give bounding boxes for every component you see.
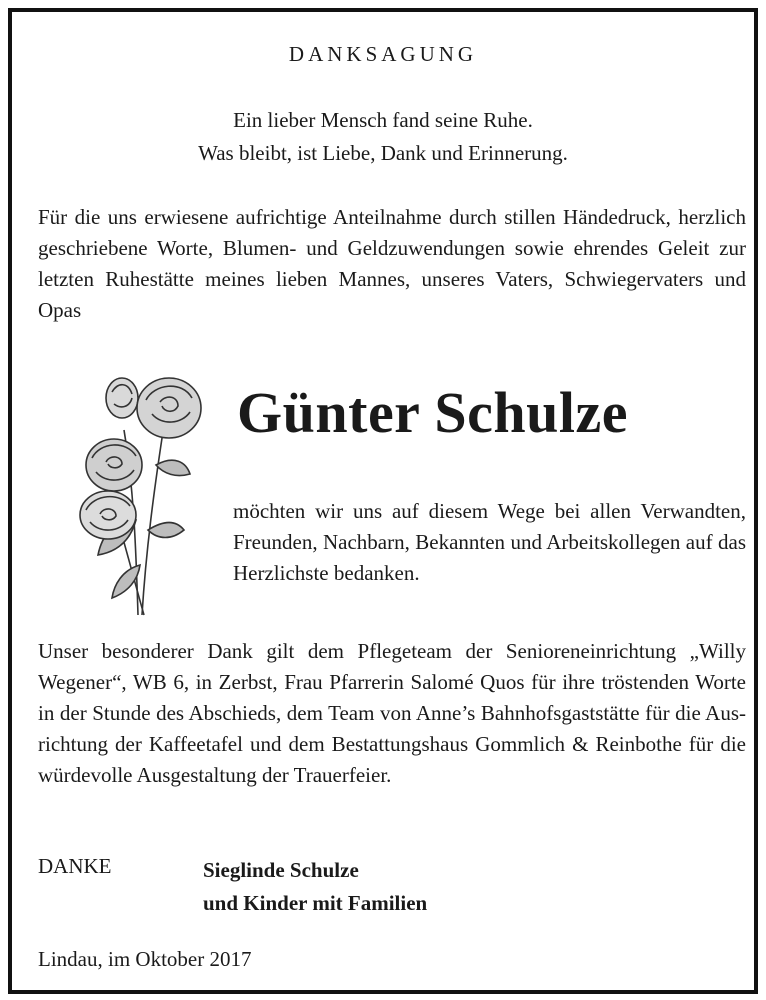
signature-name-line-1: Sieglinde Schulze [203, 858, 359, 882]
signature-name-line-2: und Kinder mit Familien [203, 891, 428, 915]
place-and-date: Lindau, im Oktober 2017 [38, 947, 252, 971]
motto-line-1: Ein lieber Mensch fand seine Ruhe. [233, 108, 533, 132]
heading: DANKSAGUNG [288, 42, 478, 66]
intro-paragraph: Für die uns erwiesene aufrichtige Anteilnahme durch stillen Händedruck, herzlich geschriebene Worte, Blumen- und Geldzuwendungen sowie ehrendes Geleit zur letzten Ruhestätte meines lieben Mannes, unseres Vaters, Schwiegervaters und Opas [38, 205, 746, 322]
obituary-card [8, 8, 758, 994]
signature-names [203, 854, 427, 920]
signature-label: DANKE [38, 854, 112, 878]
motto [12, 104, 754, 170]
motto-line-2: Was bleibt, ist Liebe, Dank und Erinnerung. [198, 141, 568, 165]
thanks-paragraph: möchten wir uns auf diesem Wege bei allen Verwandten, Freunden, Nachbarn, Bekannten und Arbeitskollegen auf das Herzlichste bedanken. [233, 499, 746, 585]
roses-illustration-icon [64, 370, 214, 620]
deceased-name: Günter Schulze [237, 380, 628, 445]
special-thanks-paragraph: Unser besonderer Dank gilt dem Pflegeteam der Senioreneinrichtung „Willy Wegener“, WB 6, in Zerbst, Frau Pfarrerin Salomé Quos für ihre tröstenden Worte in der Stunde des Abschieds, dem Team von Anne’s Bahnhofsgaststätte für die Ausrichtung der Kaffeetafel und dem Bestattungshaus Gommlich & Reinbothe für die würdevolle Ausgestaltung der Trauerfeier. [38, 639, 746, 787]
